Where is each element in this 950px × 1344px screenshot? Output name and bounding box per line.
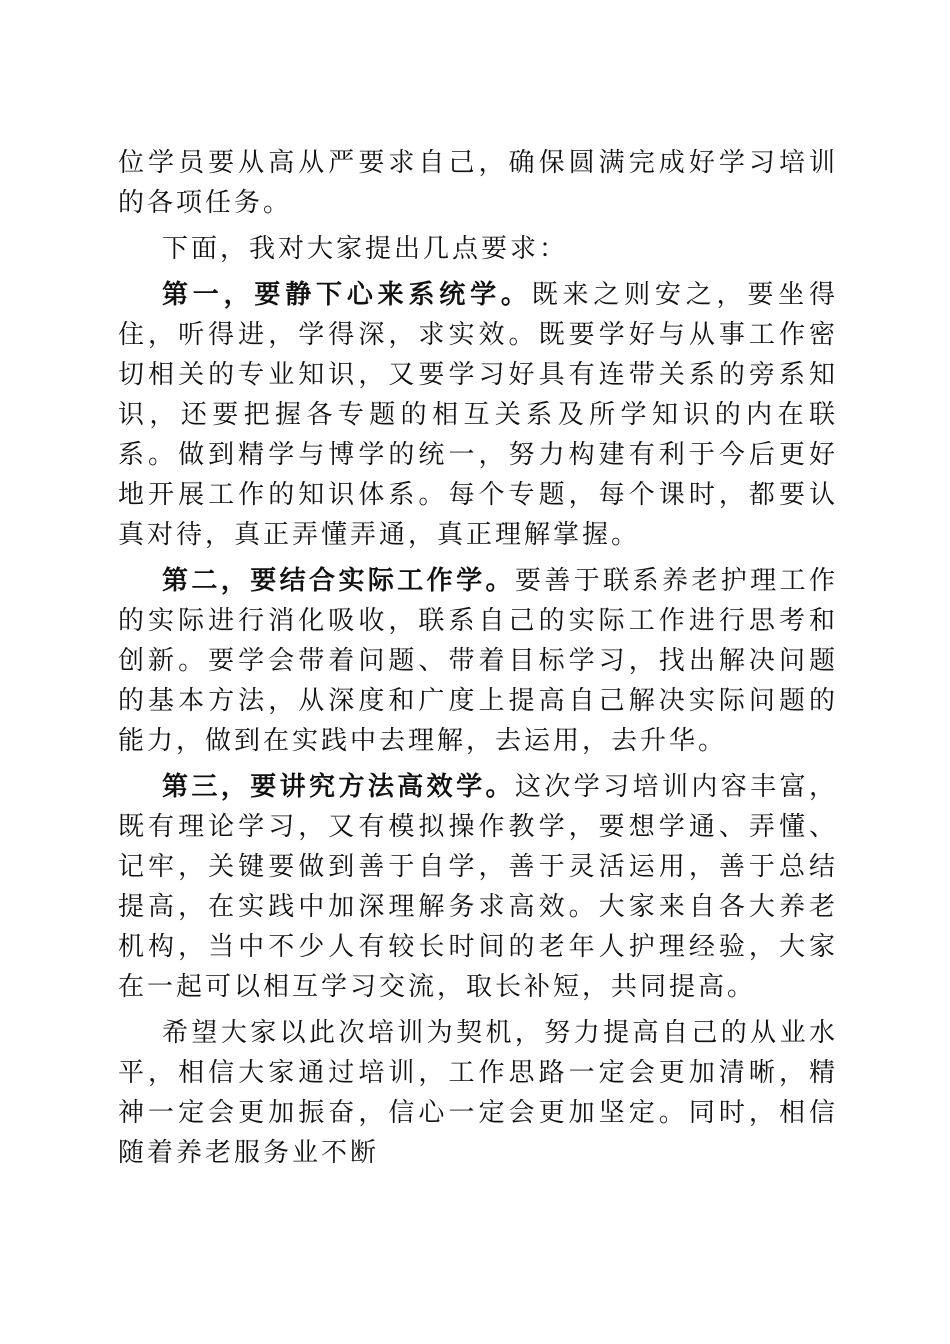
paragraph-heading: 第三，要讲究方法高效学。 bbox=[162, 772, 515, 802]
paragraph-point-two bbox=[118, 561, 838, 761]
paragraph-text: 下面，我对大家提出几点要求： bbox=[162, 234, 569, 264]
paragraph-heading: 第一，要静下心来系统学。 bbox=[162, 280, 532, 310]
paragraph-text: 希望大家以此次培训为契机，努力提高自己的从业水平，相信大家通过培训，工作思路一定会更加清晰，精神一定会更加振奋，信心一定会更加坚定。同时，相信随着养老服务业不断 bbox=[118, 1018, 838, 1168]
paragraph-continuation bbox=[118, 143, 838, 223]
paragraph-point-one bbox=[118, 275, 838, 555]
document-body bbox=[118, 143, 838, 1173]
paragraph-text: 要善于联系养老护理工作的实际进行消化吸收，联系自己的实际工作进行思考和创新。要学会带着问题、带着目标学习，找出解决问题的基本方法，从深度和广度上提高自己解决实际问题的能力，做到在实践中去理解，去运用，去升华。 bbox=[118, 566, 838, 756]
paragraph-text: 位学员要从高从严要求自己，确保圆满完成好学习培训的各项任务。 bbox=[118, 148, 838, 218]
paragraph-intro bbox=[118, 229, 838, 269]
paragraph-text: 这次学习培训内容丰富，既有理论学习，又有模拟操作教学，要想学通、弄懂、记牢，关键要做到善于自学，善于灵活运用，善于总结提高，在实践中加深理解务求高效。大家来自各大养老机构，当中不少人有较长时间的老年人护理经验，大家在一起可以相互学习交流，取长补短，共同提高。 bbox=[118, 772, 838, 1002]
paragraph-closing bbox=[118, 1013, 838, 1173]
paragraph-heading: 第二，要结合实际工作学。 bbox=[162, 566, 515, 596]
paragraph-text: 既来之则安之，要坐得住，听得进，学得深，求实效。既要学好与从事工作密切相关的专业知识，又要学习好具有连带关系的旁系知识，还要把握各专题的相互关系及所学知识的内在联系。做到精学与博学的统一，努力构建有利于今后更好地开展工作的知识体系。每个专题，每个课时，都要认真对待，真正弄懂弄通，真正理解掌握。 bbox=[118, 280, 838, 550]
paragraph-point-three bbox=[118, 767, 838, 1007]
